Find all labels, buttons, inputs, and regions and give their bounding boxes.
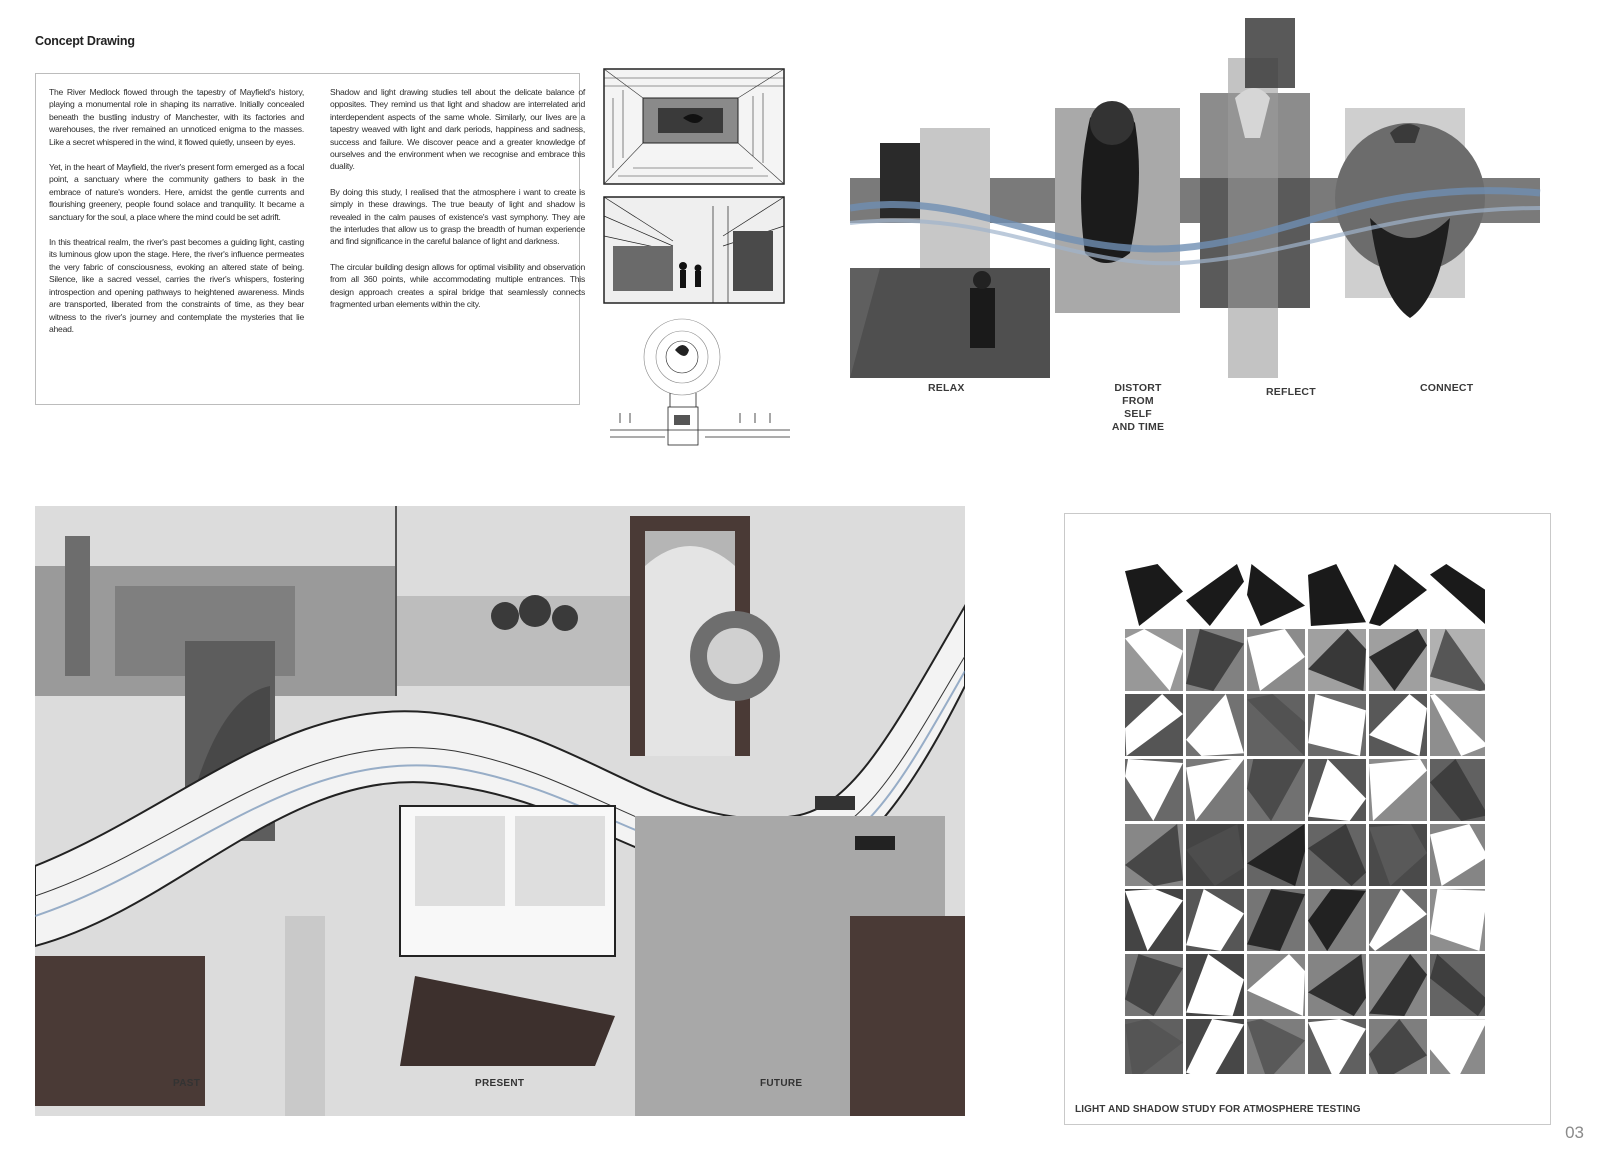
study-tile — [1308, 954, 1366, 1016]
label-future: FUTURE — [760, 1078, 803, 1089]
study-tile — [1369, 954, 1427, 1016]
study-tile — [1125, 889, 1183, 951]
study-tile — [1247, 629, 1305, 691]
study-tile — [1369, 759, 1427, 821]
study-tile — [1247, 824, 1305, 886]
study-tile — [1125, 824, 1183, 886]
study-tile — [1430, 564, 1485, 626]
description-column-1 — [49, 86, 304, 348]
paragraph: The circular building design allows for optimal visibility and observation from all 360 points, while accommodating multiple entrances. This design approach creates a spiral bridge that seamlessly connects fragmented urban elements within the city. — [330, 261, 585, 310]
study-tile — [1430, 694, 1485, 756]
light-shadow-study — [1064, 513, 1551, 1125]
study-tile — [1125, 759, 1183, 821]
study-tile — [1369, 1019, 1427, 1074]
study-tile — [1369, 564, 1427, 626]
study-tile — [1186, 824, 1244, 886]
interior-sketch — [603, 196, 785, 304]
description-box — [35, 73, 585, 405]
study-tile — [1308, 1019, 1366, 1074]
study-tile — [1430, 889, 1485, 951]
study-tile — [1308, 694, 1366, 756]
study-tile — [1186, 759, 1244, 821]
study-tile — [1430, 759, 1485, 821]
study-tile — [1369, 629, 1427, 691]
study-tile — [1430, 629, 1485, 691]
paragraph: In this theatrical realm, the river's past becomes a guiding light, casting its luminous glow upon the stage. Here, the river's influence permeates the very fabric of consciousness, evoking an altered state of being. Silence, like a sacred vessel, carries the river's whispers, fostering introspection and opening pathways to heightened awareness. Minds are transported, liberated from the constraints of time, as they bear witness to the river's journey and contemplate the mysteries that lie ahead. — [49, 237, 304, 334]
study-tile — [1247, 564, 1305, 626]
study-tile — [1186, 954, 1244, 1016]
past-present-future-drawing — [35, 506, 965, 1116]
study-tile — [1430, 1019, 1485, 1074]
corridor-sketch — [603, 68, 785, 185]
study-tile — [1186, 1019, 1244, 1074]
study-tile — [1186, 629, 1244, 691]
description-column-2 — [330, 86, 585, 324]
study-tile — [1308, 629, 1366, 691]
label-distort — [1108, 382, 1168, 434]
study-tile — [1430, 824, 1485, 886]
study-caption: LIGHT AND SHADOW STUDY FOR ATMOSPHERE TESTING — [1075, 1104, 1361, 1115]
study-tile — [1247, 694, 1305, 756]
study-tile — [1247, 759, 1305, 821]
paragraph: Shadow and light drawing studies tell about the delicate balance of opposites. They remind us that light and shadow are interrelated and interdependent aspects of the same whole. Similarly, our lives are a tapestry weaved with light and dark periods, happiness and sadness, success and failure. We discover peace and a greater knowledge of ourselves and the environment when we recognise and embrace this duality. — [330, 87, 585, 172]
study-tile — [1125, 629, 1183, 691]
label-line: AND TIME — [1111, 421, 1165, 433]
label-present: PRESENT — [475, 1078, 525, 1089]
study-tile — [1430, 954, 1485, 1016]
label-line: DISTORT — [1114, 382, 1162, 394]
label-past: PAST — [173, 1078, 201, 1089]
study-tile — [1125, 694, 1183, 756]
page-title: Concept Drawing — [35, 34, 135, 48]
study-tile — [1369, 889, 1427, 951]
study-tile — [1247, 1019, 1305, 1074]
label-connect: CONNECT — [1420, 382, 1474, 394]
study-tile — [1247, 889, 1305, 951]
study-tile — [1369, 694, 1427, 756]
label-relax: RELAX — [928, 382, 965, 394]
study-tile — [1125, 1019, 1183, 1074]
study-tile — [1369, 824, 1427, 886]
study-tile — [1186, 564, 1244, 626]
study-tile — [1308, 889, 1366, 951]
paragraph: By doing this study, I realised that the atmosphere i want to create is simply in these drawings. The true beauty of light and shadow is revealed in the calm pauses of existence's vast symphony. They are the interludes that allow us to grasp the breadth of human experience and find significance in the careful balance of light and darkness. — [330, 186, 585, 247]
study-tile — [1186, 694, 1244, 756]
page-number: 03 — [1565, 1123, 1584, 1142]
study-tile — [1308, 759, 1366, 821]
study-tile — [1186, 889, 1244, 951]
study-tile — [1125, 954, 1183, 1016]
paragraph: The River Medlock flowed through the tapestry of Mayfield's history, playing a monumental role in shaping its narrative. Initially concealed beneath the bustling industry of Manchester, with its factories and warehouses, the river remained an unnoticed enigma to the masses. Like a secret whispered in the wind, it flowed quietly, unseen by eyes. — [49, 87, 304, 147]
paragraph: Yet, in the heart of Mayfield, the river's present form emerged as a focal point, a sanctuary where the community gathers to bask in the embrace of nature's wonders. Here, amidst the gentle currents and flourishing greenery, people found solace and tranquility. It became a sanctuary for the soul, a place where the mind could be set adrift. — [49, 162, 304, 222]
study-grid — [1125, 564, 1485, 1074]
plan-section-sketch — [610, 315, 790, 470]
study-tile — [1247, 954, 1305, 1016]
study-tile — [1125, 564, 1183, 626]
concept-collage — [850, 18, 1570, 388]
study-tile — [1308, 564, 1366, 626]
label-reflect: REFLECT — [1266, 386, 1316, 398]
drawing-artwork — [35, 506, 965, 1116]
study-tile — [1308, 824, 1366, 886]
label-line: FROM SELF — [1122, 395, 1154, 420]
